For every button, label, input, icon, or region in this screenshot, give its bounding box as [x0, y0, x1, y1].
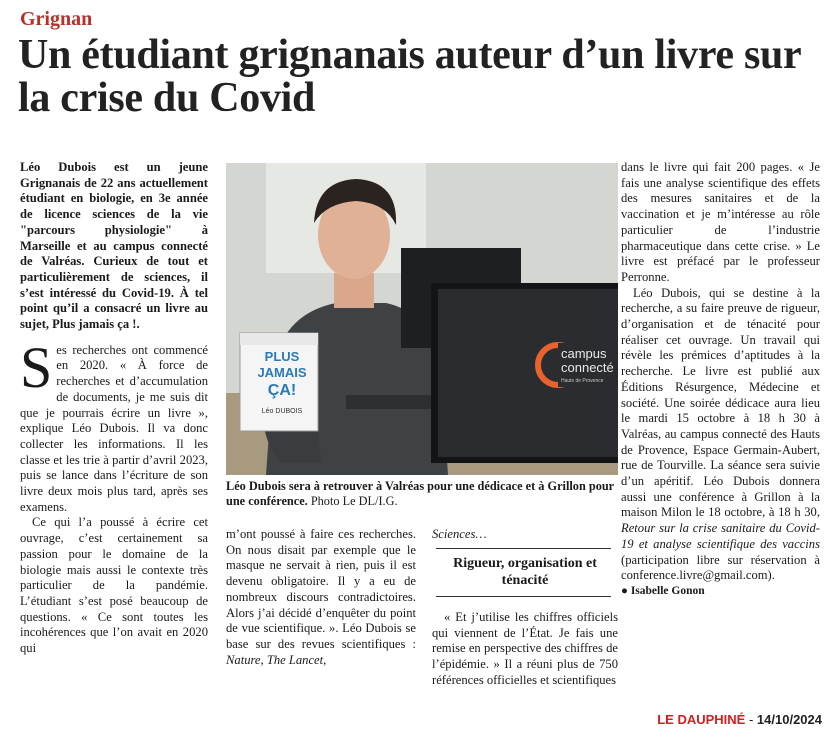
body-paragraph-6-text: Léo Dubois, qui se destine à la recherche, a su faire preuve de rigueur, d’organisation et de ténacité pour réaliser cet ouvrage. Un travail qui révèle les prémices d’aptitudes à la recherche. Le livre est publié aux Éditions Résurgence, Médecine et société. Une soirée dédicace aura lieu le mardi 15 octobre à 18 h 30 à Valréas, au campus connecté des Hauts de Provence, Espace Germain-Aubert, rue de Tourville. La séance sera suivie d’un apéritif. Léo Dubois donnera aussi une conférence à Grillon à la maison Milon le 18 octobre, à 18 h 30, [621, 285, 820, 520]
body-paragraph-3-text: m’ont poussé à faire ces recherches. On nous disait par exemple que le masque ne servait à rien, puis il est devenu obligatoire. Il y a eu de nombreux discours contradictoires. Alors j’ai décidé d’enquêter du point de vue scientifique. ». Léo Dubois se base sur des revues scientifiques : [226, 527, 416, 651]
byline: ● Isabelle Gonon [621, 584, 705, 597]
book-title-line-3: ÇA! [267, 382, 297, 399]
source-footer [657, 712, 822, 727]
article-photo [226, 163, 618, 475]
article-column-3 [432, 527, 618, 543]
section-kicker: Grignan [20, 8, 93, 30]
conference-title: Retour sur la crise sanitaire du Covid-19 et analyse scientifique des vaccins [621, 521, 820, 551]
photo-caption [226, 479, 618, 509]
body-paragraph-4: « Et j’utilise les chiffres officiels qui viennent de l’État. Je fais une remise en perspective des chiffres de l’épidémie. » Il a réuni plus de 750 références officielles et scientifiques [432, 610, 618, 687]
book-cover [240, 333, 318, 431]
body-paragraph-3-end: Sciences… [432, 527, 487, 541]
screen-logo-line-3: Hauts de Provence [561, 378, 604, 384]
caption-text: Léo Dubois sera à retrouver à Valréas pour une dédicace et à Grillon pour une conférence. [226, 479, 614, 508]
article-column-3-body [432, 610, 618, 689]
body-paragraph-2: Ce qui l’a poussé à écrire cet ouvrage, c’est certainement sa passion pour le domaine de la biologie mais aussi le contexte très particulier de la pandémie. L’étudiant s’est posé beaucoup de questions. « Ce sont toutes les incohérences que l’on avait en 2020 qui [20, 515, 208, 656]
photo-credit: Photo Le DL/I.G. [310, 494, 398, 508]
newspaper-name: LE DAUPHINÉ [657, 712, 746, 727]
article-headline: Un étudiant grignanais auteur d’un livre sur la crise du Covid [18, 32, 801, 121]
screen-logo-line-2: connecté [561, 360, 614, 375]
publication-date: 14/10/2024 [756, 712, 822, 727]
body-paragraph-1-text: es recherches ont commencé en 2020. « À force de recherches et d’accumulation de documents, je me suis dit que je pourrais écrire un livre », explique Léo Dubois. Il va donc collecter les informations. Il les classe et les trie à partir d’avril 2023, puis se lance dans l’écriture de son livre deux mois plus tard, après ses examens. [20, 342, 208, 514]
book-title-line-2: JAMAIS [257, 365, 307, 380]
article-column-4 [621, 160, 820, 600]
article-column-1 [20, 160, 208, 657]
article-lead: Léo Dubois est un jeune Grignanais de 22 ans actuellement étudiant en biologie, en 3e année de licence sciences de la vie "parcours physiologie" à Marseille et au campus connecté de Valréas. Curieux de tout et particulièrement de sciences, il s’est intéressé du Covid-19. À tel point qu’il a consacré un livre au sujet, Plus jamais ça !. [20, 160, 208, 332]
monitor-screen [431, 283, 618, 463]
footer-separator: - [745, 712, 757, 727]
subhead-rule-bottom [436, 596, 611, 597]
body-paragraph-5: dans le livre qui fait 200 pages. « Je fais une analyse scientifique des effets des mesures sanitaires et de la vaccination et je m’intéresse au rôle particulier de l’industrie pharmaceutique dans cette crise. » Le livre est préfacé par le professeur Perronne. [621, 160, 820, 284]
book-author: Léo DUBOIS [261, 408, 303, 415]
screen-logo-line-1: campus [561, 346, 607, 361]
photo-illustration [226, 163, 618, 475]
article-column-2 [226, 527, 416, 668]
dropcap: S [20, 334, 53, 400]
body-paragraph-6 [621, 286, 820, 584]
journal-names: Nature, The Lancet, [226, 652, 327, 667]
body-paragraph-6-end: (participation libre sur réservation à conference.livre@gmail.com). [621, 552, 820, 583]
body-paragraph-1 [20, 334, 208, 516]
subhead: Rigueur, organisation et ténacité [453, 556, 597, 588]
body-paragraph-3 [226, 527, 416, 668]
subhead-box [430, 548, 620, 597]
book-title-line-1: PLUS [264, 349, 300, 364]
